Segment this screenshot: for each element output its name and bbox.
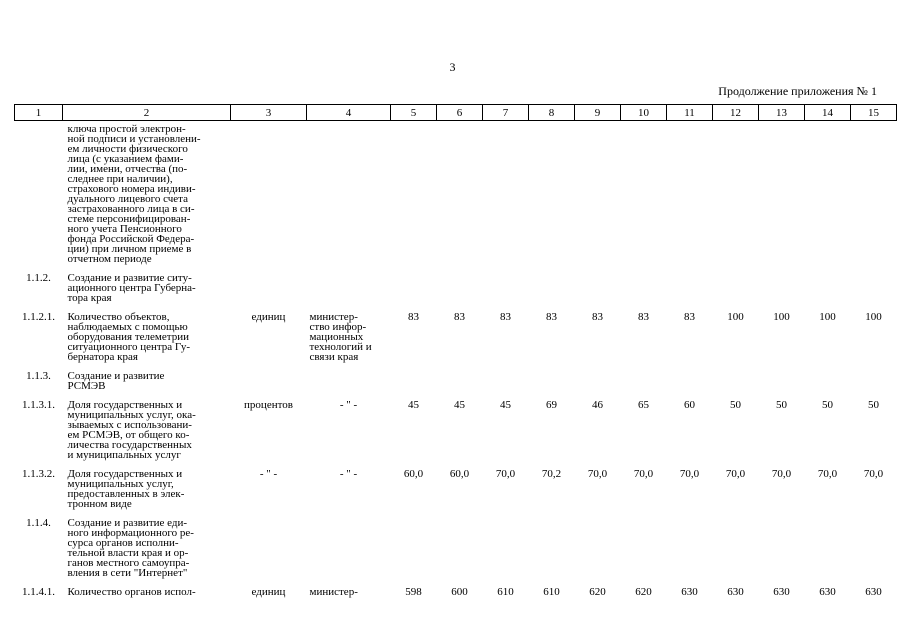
row-number-cell: 1.1.2.1.: [22, 311, 55, 323]
value-cell: 70,0: [817, 468, 838, 480]
column-header: 15: [851, 105, 897, 121]
unit-cell: - " -: [259, 468, 278, 480]
value-cell: 70,0: [725, 468, 746, 480]
value-cell: [713, 270, 759, 309]
value-cell: [851, 515, 897, 584]
column-header: 6: [437, 105, 483, 121]
value-cell: 65: [638, 399, 649, 411]
value-cell: 630: [865, 586, 882, 598]
value-cell: 50: [822, 399, 833, 411]
continuation-label: Продолжение приложения № 1: [718, 84, 877, 98]
value-cell: 620: [589, 586, 606, 598]
executor-cell: [307, 270, 391, 309]
value-cell: [529, 515, 575, 584]
value-cell: [483, 368, 529, 397]
value-cell: 70,2: [541, 468, 562, 480]
value-cell: [805, 515, 851, 584]
value-cell: 70,0: [771, 468, 792, 480]
column-header: 12: [713, 105, 759, 121]
value-cell: [529, 368, 575, 397]
column-header: 4: [307, 105, 391, 121]
value-cell: [759, 368, 805, 397]
value-cell: [391, 121, 437, 271]
indicator-name-cell: Создание и развитие еди- ного информационного ре- сурса органов исполни- тельной власти края и ор- ганов местного самоупра- вления в сети "Интернет": [67, 517, 194, 579]
column-header: 8: [529, 105, 575, 121]
column-header: 1: [15, 105, 63, 121]
value-cell: 50: [730, 399, 741, 411]
value-cell: [667, 515, 713, 584]
value-cell: 100: [865, 311, 882, 323]
table-row: [15, 466, 897, 515]
value-cell: [713, 121, 759, 271]
executor-cell: - " -: [339, 468, 358, 480]
value-cell: [529, 121, 575, 271]
value-cell: 83: [500, 311, 511, 323]
value-cell: 610: [497, 586, 514, 598]
row-number-cell: 1.1.4.: [26, 517, 51, 529]
row-number-cell: 1.1.4.1.: [22, 586, 55, 598]
row-number-cell: 1.1.3.1.: [22, 399, 55, 411]
value-cell: [575, 270, 621, 309]
value-cell: [483, 270, 529, 309]
table-row: [15, 515, 897, 584]
table-row: [15, 309, 897, 368]
column-header: 11: [667, 105, 713, 121]
value-cell: 100: [773, 311, 790, 323]
value-cell: 620: [635, 586, 652, 598]
value-cell: [805, 270, 851, 309]
value-cell: [575, 368, 621, 397]
indicator-name-cell: Создание и развитие РСМЭВ: [67, 370, 165, 392]
executor-cell: - " -: [339, 399, 358, 411]
value-cell: 83: [638, 311, 649, 323]
value-cell: [805, 368, 851, 397]
value-cell: 50: [868, 399, 879, 411]
page-number: 3: [449, 60, 456, 74]
value-cell: [483, 515, 529, 584]
value-cell: 46: [592, 399, 603, 411]
value-cell: 70,0: [633, 468, 654, 480]
column-header: 5: [391, 105, 437, 121]
column-header: 13: [759, 105, 805, 121]
indicator-name-cell: Количество объектов, наблюдаемых с помощью оборудования телеметрии ситуационного центра Гу- бернатора края: [67, 311, 191, 363]
value-cell: [391, 368, 437, 397]
unit-cell: [231, 368, 307, 397]
executor-cell: [307, 515, 391, 584]
indicator-name-cell: ключа простой электрон- ной подписи и установлени- ем личности физического лица (с указанием фами- лии, имени, отчества (по- следнее при наличии), страхового номера индиви- дуального лицевого счета застрахованного лица в си- стеме персонифицирован- ного учета Пенсионного фонда Российской Федера- ции) при личном приеме в отчетном периоде: [67, 123, 201, 265]
value-cell: 45: [500, 399, 511, 411]
value-cell: 83: [592, 311, 603, 323]
value-cell: 600: [451, 586, 468, 598]
unit-cell: процентов: [244, 399, 293, 411]
unit-cell: [231, 515, 307, 584]
value-cell: [667, 121, 713, 271]
value-cell: [621, 270, 667, 309]
table-row: [15, 584, 897, 603]
value-cell: [759, 515, 805, 584]
value-cell: [621, 515, 667, 584]
value-cell: [575, 121, 621, 271]
value-cell: 83: [684, 311, 695, 323]
unit-cell: [231, 270, 307, 309]
indicator-name-cell: Доля государственных и муниципальных услуг, ока- зываемых с использовани- ем РСМЭВ, от общего ко- личества государственных и муниципальных услуг: [67, 399, 196, 461]
executor-cell: министер- ство инфор- мационных технологий и связи края: [309, 311, 372, 363]
table-row: [15, 397, 897, 466]
value-cell: 70,0: [679, 468, 700, 480]
value-cell: 83: [454, 311, 465, 323]
column-header: 7: [483, 105, 529, 121]
value-cell: [851, 270, 897, 309]
value-cell: 60: [684, 399, 695, 411]
value-cell: [437, 368, 483, 397]
value-cell: 70,0: [587, 468, 608, 480]
value-cell: 70,0: [495, 468, 516, 480]
value-cell: [575, 515, 621, 584]
value-cell: [805, 121, 851, 271]
value-cell: 83: [546, 311, 557, 323]
value-cell: 630: [727, 586, 744, 598]
executor-cell: министер-: [309, 586, 358, 598]
column-header: 14: [805, 105, 851, 121]
table-row: [15, 121, 897, 271]
indicator-name-cell: Создание и развитие ситу- ационного центра Губерна- тора края: [67, 272, 196, 304]
value-cell: 598: [405, 586, 422, 598]
value-cell: 60,0: [403, 468, 424, 480]
value-cell: 69: [546, 399, 557, 411]
row-number-cell: 1.1.3.2.: [22, 468, 55, 480]
value-cell: [667, 270, 713, 309]
indicator-name-cell: Количество органов испол-: [67, 586, 196, 598]
value-cell: 630: [773, 586, 790, 598]
column-header: 3: [231, 105, 307, 121]
value-cell: [621, 121, 667, 271]
value-cell: [851, 368, 897, 397]
value-cell: [667, 368, 713, 397]
value-cell: [759, 270, 805, 309]
column-header: 2: [63, 105, 231, 121]
unit-cell: единиц: [251, 586, 286, 598]
value-cell: [529, 270, 575, 309]
unit-cell: [231, 121, 307, 271]
value-cell: [437, 270, 483, 309]
value-cell: 50: [776, 399, 787, 411]
value-cell: 45: [408, 399, 419, 411]
value-cell: 83: [408, 311, 419, 323]
value-cell: 100: [819, 311, 836, 323]
indicator-name-cell: Доля государственных и муниципальных услуг, предоставленных в элек- тронном виде: [67, 468, 185, 510]
column-header: 10: [621, 105, 667, 121]
executor-cell: [307, 121, 391, 271]
executor-cell: [307, 368, 391, 397]
value-cell: 45: [454, 399, 465, 411]
indicators-table: [14, 104, 897, 603]
value-cell: 100: [727, 311, 744, 323]
value-cell: 60,0: [449, 468, 470, 480]
column-header: 9: [575, 105, 621, 121]
value-cell: 610: [543, 586, 560, 598]
value-cell: [483, 121, 529, 271]
value-cell: [437, 515, 483, 584]
unit-cell: единиц: [251, 311, 286, 323]
row-number-cell: [15, 121, 63, 271]
column-number-header: [15, 105, 897, 121]
table-row: [15, 368, 897, 397]
value-cell: [713, 515, 759, 584]
value-cell: [621, 368, 667, 397]
value-cell: [391, 515, 437, 584]
value-cell: [713, 368, 759, 397]
value-cell: 630: [681, 586, 698, 598]
row-number-cell: 1.1.2.: [26, 272, 51, 284]
value-cell: [391, 270, 437, 309]
value-cell: 70,0: [863, 468, 884, 480]
value-cell: [759, 121, 805, 271]
value-cell: 630: [819, 586, 836, 598]
value-cell: [851, 121, 897, 271]
table-row: [15, 270, 897, 309]
value-cell: [437, 121, 483, 271]
row-number-cell: 1.1.3.: [26, 370, 51, 382]
